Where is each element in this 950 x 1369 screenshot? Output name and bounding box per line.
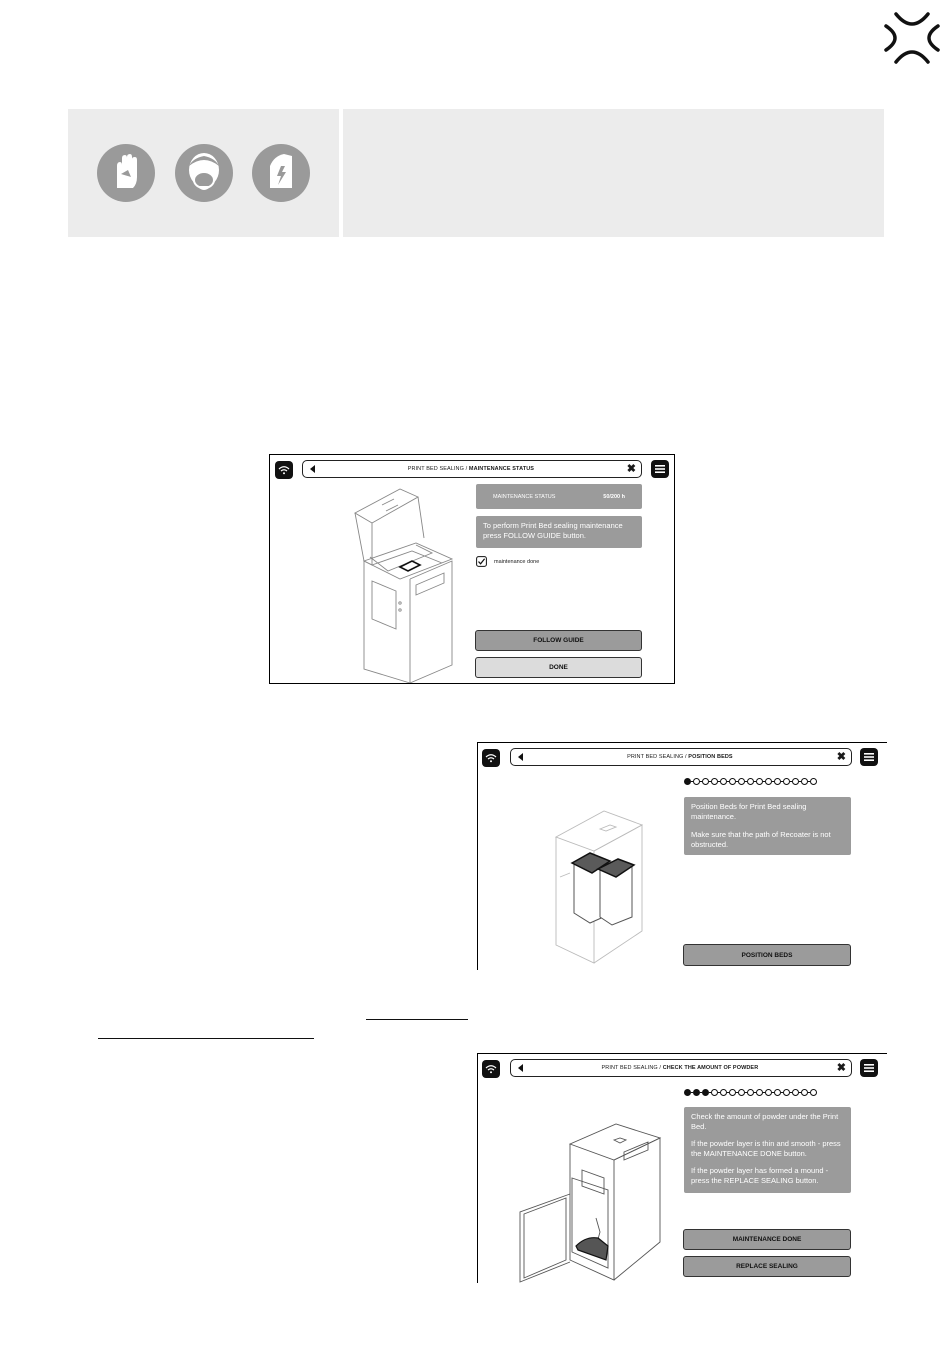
step-dot — [711, 778, 718, 785]
step-dot — [711, 1089, 718, 1096]
step-dot — [756, 1089, 763, 1096]
step-dot — [783, 778, 790, 785]
brand-x-logo-icon — [882, 8, 942, 68]
screen-header-bar — [510, 748, 852, 766]
screen-header-bar — [510, 1059, 852, 1077]
screen-title: PRINT BED SEALING / POSITION BEDS — [627, 754, 733, 760]
follow-guide-button[interactable]: FOLLOW GUIDE — [475, 630, 642, 651]
link-underline — [366, 1019, 468, 1020]
step-progress-indicator — [684, 1089, 817, 1096]
replace-sealing-button[interactable]: REPLACE SEALING — [683, 1256, 851, 1277]
done-button[interactable]: DONE — [475, 657, 642, 678]
step-dot — [810, 778, 817, 785]
screen-title: PRINT BED SEALING / CHECK THE AMOUNT OF POWDER — [601, 1065, 759, 1071]
step-dot — [774, 778, 781, 785]
wifi-button[interactable] — [275, 461, 293, 479]
step-dot — [720, 1089, 727, 1096]
instruction-panel — [476, 516, 642, 548]
instruction-text-2: Make sure that the path of Recoater is not obstructed. — [691, 830, 831, 849]
step-dot — [747, 1089, 754, 1096]
step-dot — [801, 1089, 808, 1096]
check-powder-screen — [477, 1053, 887, 1283]
menu-button[interactable] — [651, 460, 669, 478]
step-dot — [738, 778, 745, 785]
step-dot — [774, 1089, 781, 1096]
position-beds-button[interactable]: POSITION BEDS — [683, 944, 851, 966]
position-beds-screen — [477, 742, 887, 970]
step-dot — [702, 778, 709, 785]
step-dot — [783, 1089, 790, 1096]
maintenance-status-screen — [269, 454, 675, 684]
maintenance-done-checkbox-row[interactable] — [476, 556, 539, 567]
instruction-panel — [684, 797, 851, 855]
step-dot — [756, 778, 763, 785]
protective-clothing-icon — [252, 144, 310, 202]
step-dot — [684, 1089, 691, 1096]
step-dot — [792, 778, 799, 785]
step-dot — [792, 1089, 799, 1096]
step-progress-indicator — [684, 778, 817, 785]
maintenance-status-panel — [476, 484, 642, 509]
checkbox-label: maintenance done — [494, 558, 540, 565]
step-dot — [729, 778, 736, 785]
step-dot — [684, 778, 691, 785]
instruction-panel — [684, 1107, 851, 1193]
step-dot — [765, 778, 772, 785]
step-dot — [765, 1089, 772, 1096]
instruction-text-3: If the powder layer has formed a mound - press the REPLACE SEALING button. — [691, 1166, 829, 1185]
screen-title: PRINT BED SEALING / MAINTENANCE STATUS — [407, 466, 535, 472]
link-underline — [98, 1038, 314, 1039]
ppe-divider — [339, 109, 343, 237]
close-icon[interactable]: ✖ — [836, 750, 846, 763]
step-dot — [738, 1089, 745, 1096]
step-dot — [747, 778, 754, 785]
step-dot — [729, 1089, 736, 1096]
menu-button[interactable] — [860, 748, 878, 766]
close-icon[interactable]: ✖ — [626, 462, 636, 475]
maintenance-status-value: 50/200 h — [603, 493, 625, 500]
wifi-button[interactable] — [482, 749, 500, 767]
step-dot — [702, 1089, 709, 1096]
maintenance-done-button[interactable]: MAINTENANCE DONE — [683, 1229, 851, 1250]
instruction-text-2: If the powder layer is thin and smooth - press the MAINTENANCE DONE button. — [691, 1139, 841, 1158]
step-dot — [693, 1089, 700, 1096]
wifi-button[interactable] — [482, 1060, 500, 1078]
hamburger-menu-icon — [860, 748, 878, 766]
instruction-text: To perform Print Bed sealing maintenance press FOLLOW GUIDE button. — [483, 521, 623, 540]
hamburger-menu-icon — [651, 460, 669, 478]
step-dot — [720, 778, 727, 785]
step-dot — [801, 778, 808, 785]
instruction-text-1: Position Beds for Print Bed sealing maintenance. — [691, 802, 807, 821]
step-dot — [810, 1089, 817, 1096]
face-mask-icon — [175, 144, 233, 202]
hamburger-menu-icon — [860, 1059, 878, 1077]
printer-beds-illustration — [554, 807, 682, 971]
printer-open-lid-illustration — [342, 483, 462, 683]
wifi-icon — [482, 1060, 500, 1078]
screen-header-bar — [302, 460, 642, 478]
maintenance-status-label: MAINTENANCE STATUS — [493, 493, 556, 500]
wifi-icon — [275, 461, 293, 479]
wifi-icon — [482, 749, 500, 767]
step-dot — [693, 778, 700, 785]
menu-button[interactable] — [860, 1059, 878, 1077]
close-icon[interactable]: ✖ — [836, 1061, 846, 1074]
protective-gloves-icon — [97, 144, 155, 202]
checkbox-checked-icon[interactable] — [476, 556, 487, 567]
printer-open-door-illustration — [516, 1120, 666, 1284]
instruction-text-1: Check the amount of powder under the Print Bed. — [691, 1112, 839, 1131]
